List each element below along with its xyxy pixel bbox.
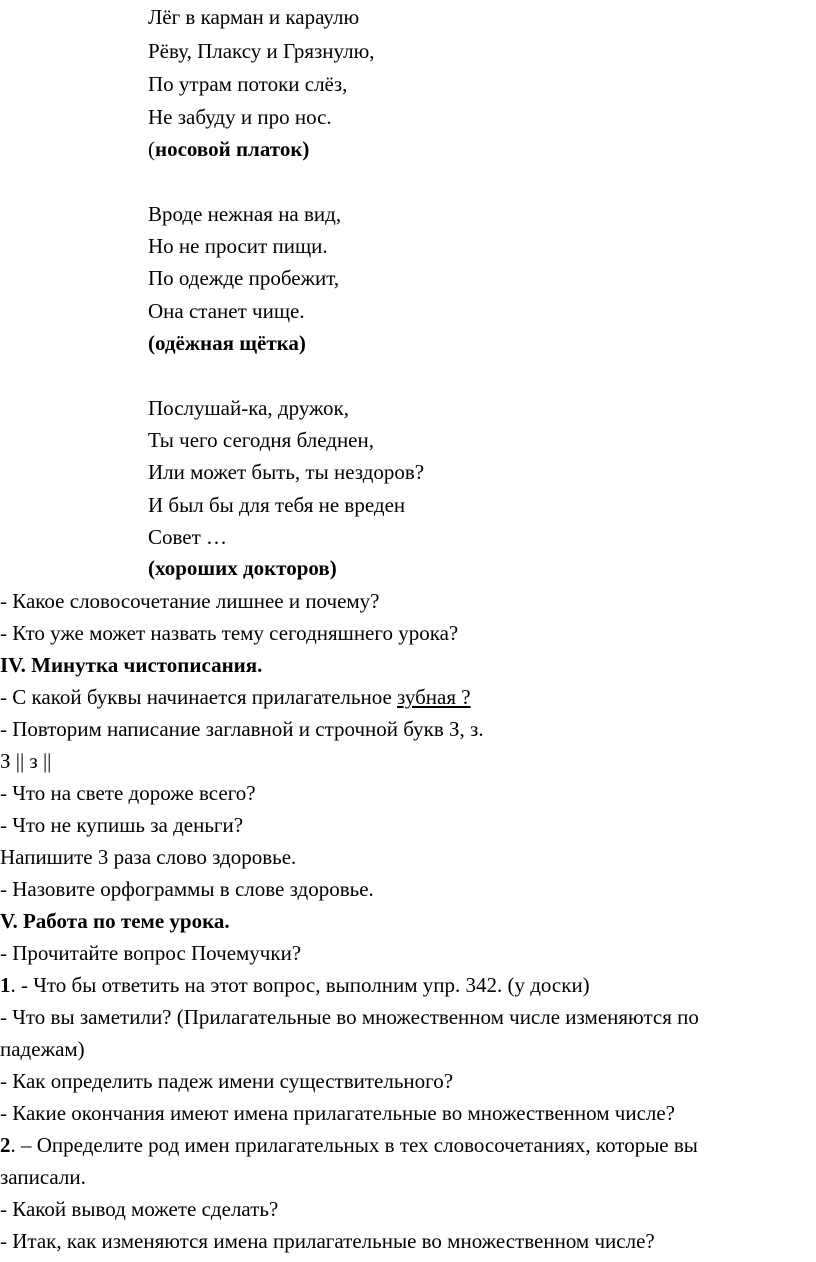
instruction-name-spelling: - Назовите орфограммы в слове здоровье. (0, 877, 374, 901)
question-noun-case: - Как определить падеж имени существительного? (0, 1069, 454, 1093)
riddle-3-line-2: Ты чего сегодня бледнен, (148, 428, 374, 452)
question-conclusion: - Какой вывод можете сделать? (0, 1197, 279, 1221)
question-first-letter (0, 687, 471, 708)
task-2-number: 2 (0, 1133, 11, 1157)
question-noticed-line-1: - Что вы заметили? (Прилагательные во множественном числе изменяются по (0, 1005, 699, 1029)
letters-practice-line: З || з || (0, 749, 52, 773)
repeat-letters: - Повторим написание заглавной и строчной букв З, з. (0, 717, 484, 741)
riddle-1-line-4: Не забуду и про нос. (148, 105, 332, 129)
riddle-1-line-1: Лёг в карман и караулю (148, 5, 360, 29)
riddle-3-answer: (хороших докторов) (148, 556, 337, 580)
question-adjective-endings: - Какие окончания имеют имена прилагательные во множественном числе? (0, 1101, 676, 1125)
riddle-2-answer: (одёжная щётка) (148, 331, 306, 355)
riddle-3-line-3: Или может быть, ты нездоров? (148, 460, 425, 484)
section-iv-heading: IV. Минутка чистописания. (0, 653, 263, 677)
question-extra-phrase: - Какое словосочетание лишнее и почему? (0, 589, 380, 613)
riddle-2-line-4: Она станет чище. (148, 299, 305, 323)
question-most-precious: - Что на свете дороже всего? (0, 781, 256, 805)
riddle-1-answer (148, 139, 309, 160)
riddle-2-line-3: По одежде пробежит, (148, 266, 340, 290)
section-v-heading: V. Работа по теме урока. (0, 909, 230, 933)
riddle-2-line-2: Но не просит пищи. (148, 234, 328, 258)
riddle-1-answer-paren: ( (148, 137, 155, 161)
question-noticed-line-2: падежам) (0, 1037, 85, 1061)
task-1-text: . - Что бы ответить на этот вопрос, выполним упр. 342. (у доски) (10, 973, 590, 997)
task-2-text-line-1: . – Определите род имен прилагательных в тех словосочетаниях, которые вы (10, 1133, 698, 1157)
riddle-1-line-2: Рёву, Плаксу и Грязнулю, (148, 39, 375, 63)
question-lesson-topic: - Кто уже может назвать тему сегодняшнего урока? (0, 621, 459, 645)
task-2-text-line-2: записали. (0, 1165, 86, 1189)
question-first-letter-text: - С какой буквы начинается прилагательное (0, 685, 398, 709)
riddle-1-line-3: По утрам потоки слёз, (148, 72, 348, 96)
instruction-read-question: - Прочитайте вопрос Почемучки? (0, 941, 302, 965)
question-money: - Что не купишь за деньги? (0, 813, 244, 837)
riddle-2-line-1: Вроде нежная на вид, (148, 202, 342, 226)
task-1-number: 1 (0, 973, 11, 997)
question-adjective-change: - Итак, как изменяются имена прилагательные во множественном числе? (0, 1229, 655, 1253)
riddle-3-line-5: Совет … (148, 525, 228, 549)
riddle-1-answer-text: носовой платок) (155, 137, 310, 161)
riddle-3-line-1: Послушай-ка, дружок, (148, 396, 349, 420)
task-2 (0, 1135, 698, 1156)
task-1 (0, 975, 590, 996)
instruction-write-word: Напишите 3 раза слово здоровье. (0, 845, 297, 869)
underlined-word: зубная ? (397, 685, 471, 709)
riddle-3-line-4: И был бы для тебя не вреден (148, 493, 406, 517)
